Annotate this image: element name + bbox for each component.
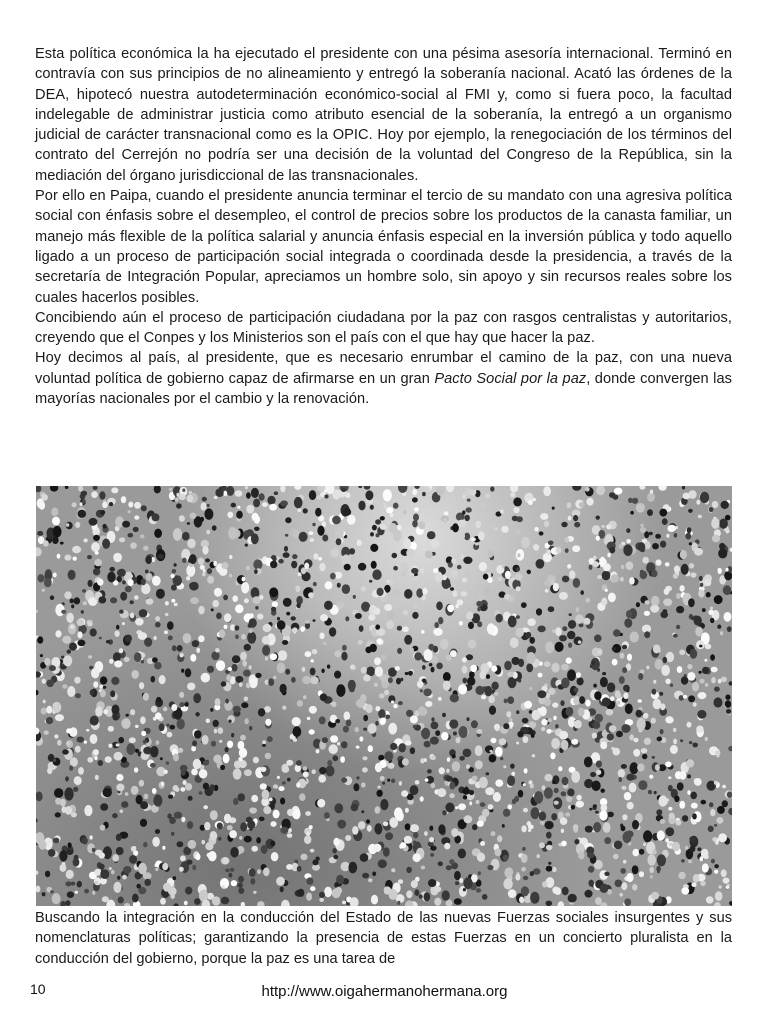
crowd-photo-image bbox=[36, 486, 732, 906]
source-url-link[interactable]: http://www.oigahermanohermana.org bbox=[261, 983, 508, 1000]
paragraph-1: Esta política económica la ha ejecutado el presidente con una pésima asesoría internacional. Terminó en contravía con sus principios de no alineamiento y entregó la soberanía nacional. Acató las órdenes de la DEA, hipotecó nuestra autodeterminación económico-social al FMI y, como si fuera poco, la facultad indelegable de administrar justicia como atributo esencial de la soberanía, la entregó a un organismo judicial de carácter transnacional como es la OPIC. Hoy por ejemplo, la renegociación de los términos del contrato del Cerrejón no podría ser una decisión de la voluntad del Congreso de la República, sin la mediación del órgano jurisdiccional de las transnacionales. bbox=[35, 46, 732, 184]
paragraph-4-text-after: , donde convergen las mayorías nacionales por el cambio y la renovación. bbox=[35, 370, 732, 408]
paragraph-2: Por ello en Paipa, cuando el presidente anuncia terminar el tercio de su mandato con una agresiva política social con énfasis sobre el desempleo, el control de precios sobre los productos de la canasta familiar, un manejo más flexible de la política salarial y anuncia énfasis especial en la inversión pública y todo aquello ligado a un proceso de participación social integrada o coordinada desde la presidencia, a través de la secretaría de Integración Popular, apreciamos un hombre solo, sin apoyo y sin recursos reales sobre los cuales hacerlos posibles. bbox=[35, 188, 732, 306]
page-number: 10 bbox=[30, 981, 46, 997]
paragraph-3: Concibiendo aún el proceso de participación ciudadana por la paz con rasgos centralistas y autoritarios, creyendo que el Conpes y los Ministerios son el país con el que hay que hacer la paz. bbox=[35, 309, 732, 347]
paragraph-4 bbox=[35, 348, 732, 409]
pacto-social-emphasis: Pacto Social por la paz bbox=[434, 370, 587, 387]
crowd-photo bbox=[36, 486, 732, 906]
photo-caption-text: Buscando la integración en la conducción del Estado de las nuevas Fuerzas sociales insurgentes y sus nomenclaturas políticas; garantizando la presencia de estas Fuerzas en un concierto pluralista en la conducción del gobierno, porque la paz es una tarea de bbox=[35, 910, 732, 967]
paragraph-4-text-before: Hoy decimos al país, al presidente, que es necesario enrumbar el camino de la paz, con una nueva voluntad política de gobierno capaz de afirmarse en un gran bbox=[35, 350, 732, 387]
article-body bbox=[35, 44, 732, 409]
